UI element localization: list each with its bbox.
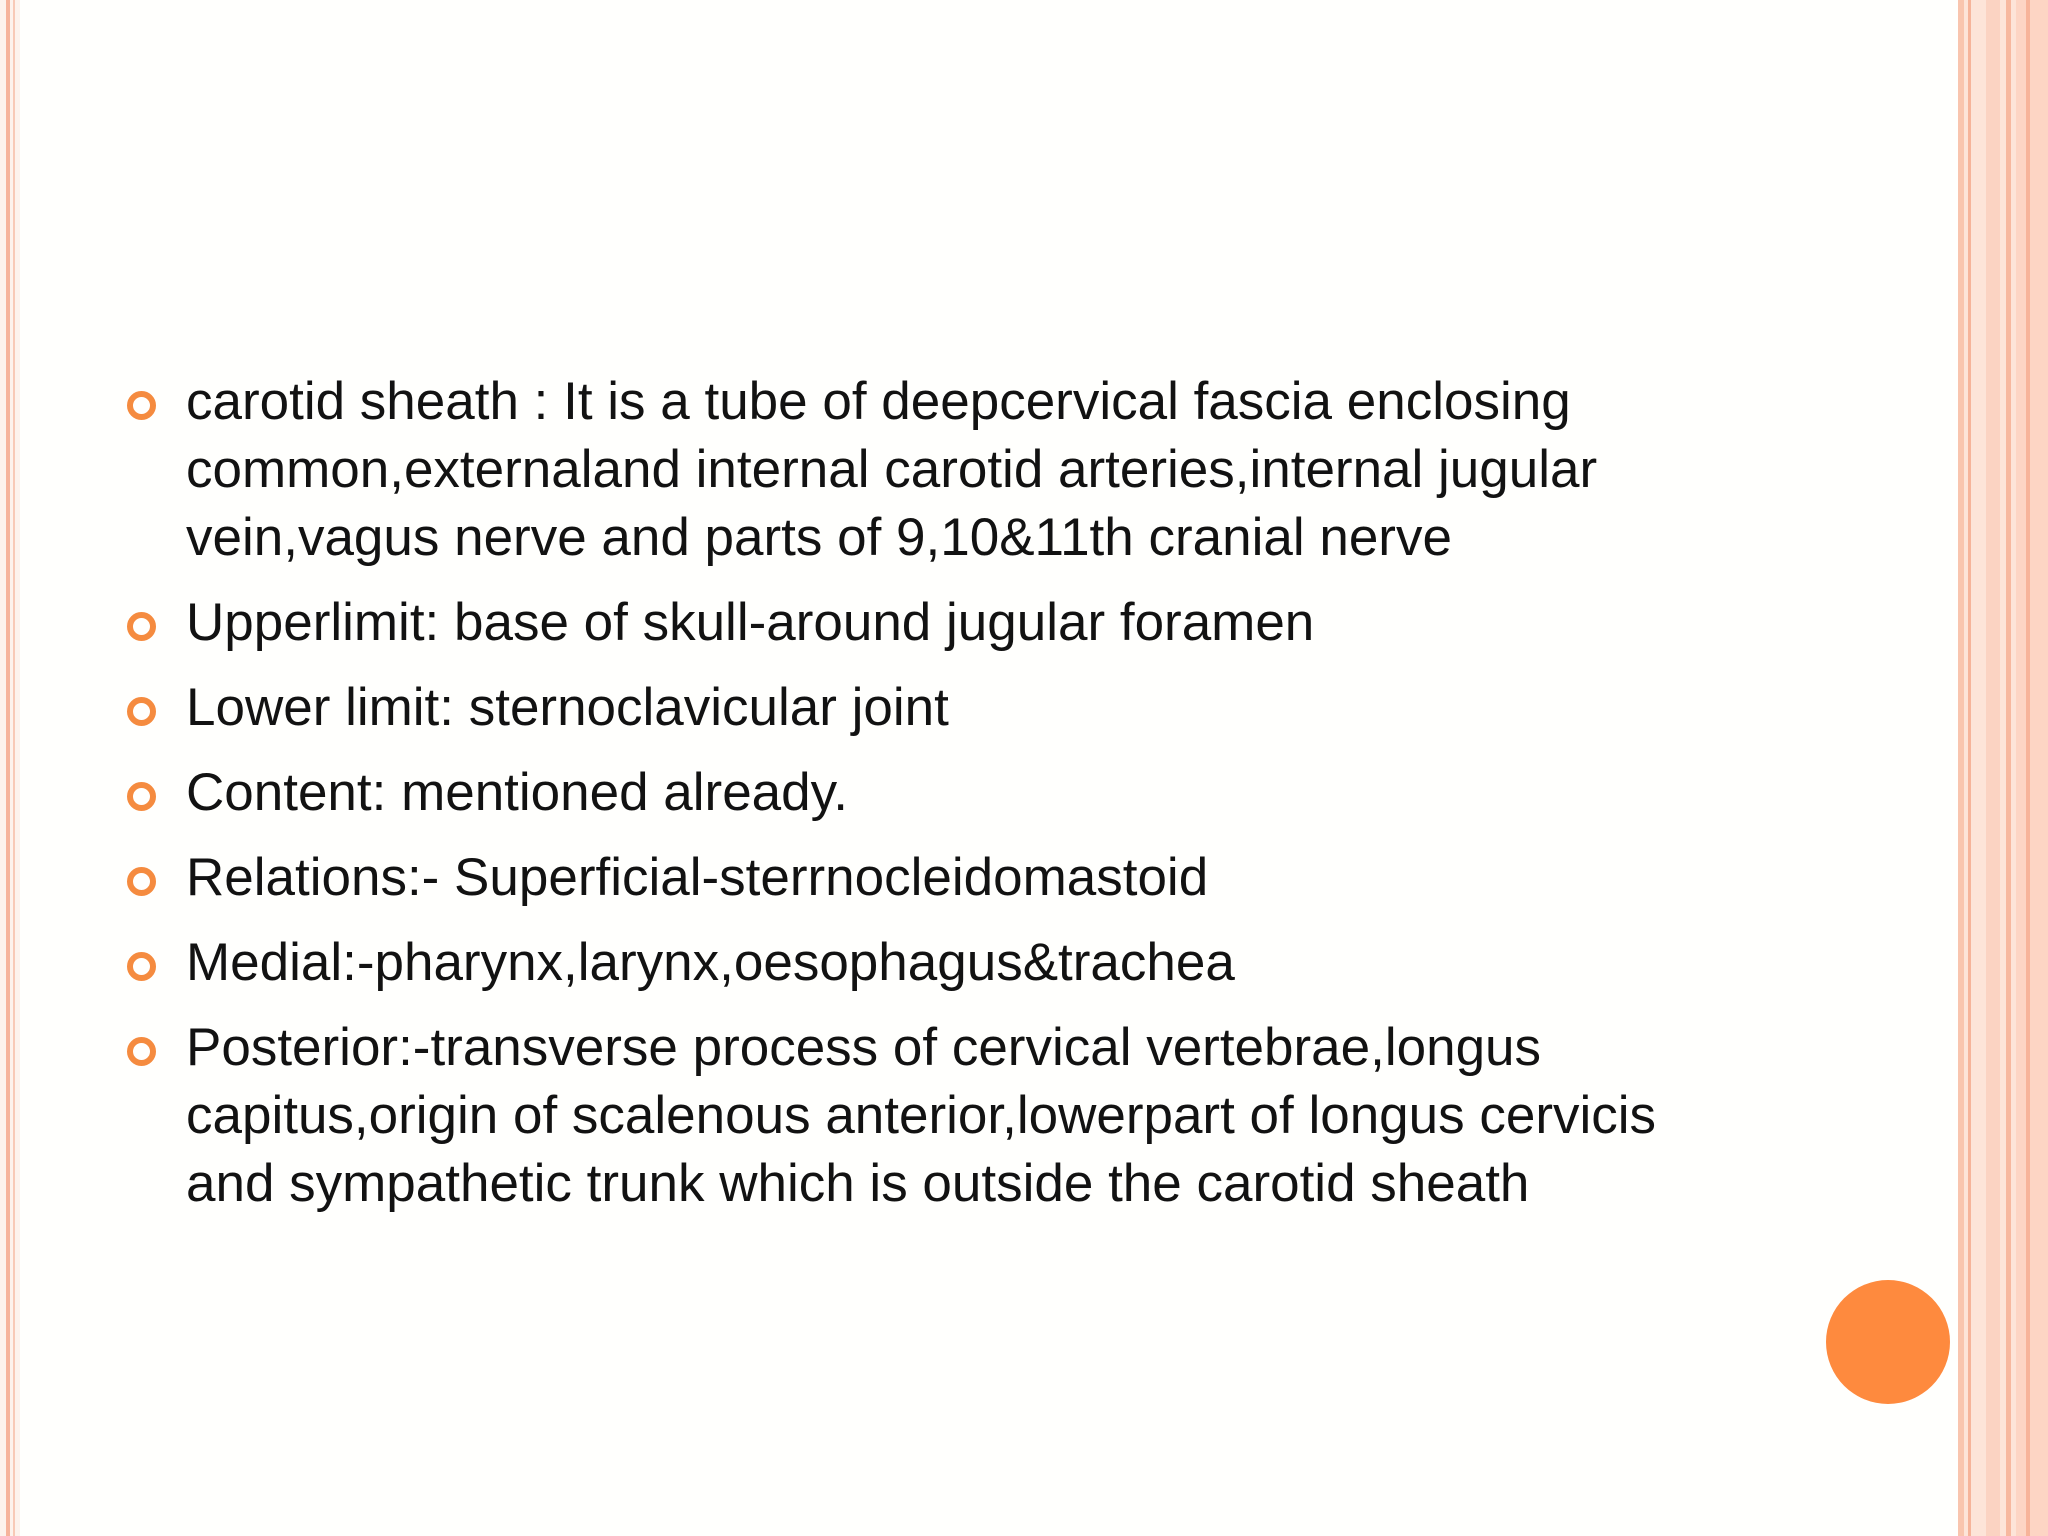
bullet-text: carotid sheath : It is a tube of deepcervical fascia enclosing common,externaland internal carotid arteries,internal jugular vein,vagus nerve and parts of 9,10&11th cranial nerve [186,372,1598,567]
bullet-text: Posterior:-transverse process of cervical vertebrae,longus capitus,origin of scalenous anterior,lowerpart of longus cervicis and sympathetic trunk which is outside the carotid sheath [186,1018,1657,1213]
bullet-text: Medial:-pharynx,larynx,oesophagus&trachea [186,933,1235,992]
circle-bullet-icon [127,612,156,641]
right-border-line-f [2026,0,2030,1536]
right-border-line-d [2006,0,2011,1536]
bullet-text: Lower limit: sternoclavicular joint [186,678,949,737]
circle-bullet-icon [127,1037,156,1066]
circle-bullet-icon [127,952,156,981]
left-border-band [0,0,20,1536]
slide-content [124,368,1724,1235]
right-border-line-c [1986,0,2000,1536]
bullet-item-relations [124,844,1724,912]
circle-bullet-icon [127,867,156,896]
bullet-item-posterior [124,1014,1724,1218]
right-border-line-e [2016,0,2048,1536]
decorative-orange-circle [1826,1280,1950,1404]
circle-bullet-icon [127,697,156,726]
bullet-item-lower-limit [124,674,1724,742]
bullet-text: Relations:- Superficial-sterrnocleidomastoid [186,848,1209,907]
bullet-text: Content: mentioned already. [186,763,848,822]
bullet-item-content [124,759,1724,827]
right-border-line-a [1958,0,1964,1536]
left-border-line [6,0,10,1536]
circle-bullet-icon [127,391,156,420]
right-border-line-b [1968,0,1971,1536]
bullet-item-medial [124,929,1724,997]
bullet-text: Upperlimit: base of skull-around jugular foramen [186,593,1315,652]
circle-bullet-icon [127,782,156,811]
bullet-list [124,368,1724,1218]
bullet-item-carotid-sheath [124,368,1724,572]
bullet-item-upper-limit [124,589,1724,657]
left-border-line-inner [13,0,15,1536]
